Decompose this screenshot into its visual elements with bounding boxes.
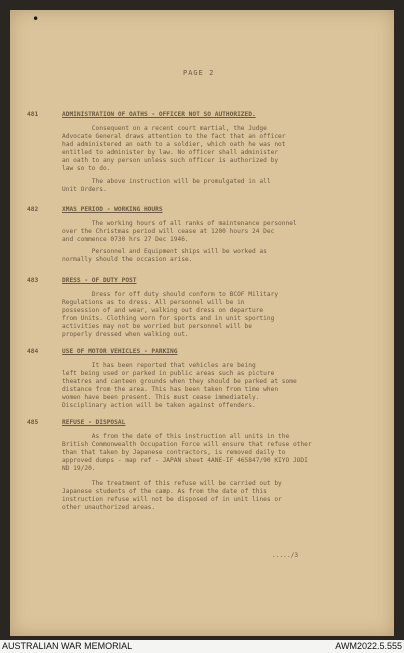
footer-credit: AUSTRALIAN WAR MEMORIAL [2,641,133,651]
section-paragraph: Personnel and Equipment ships will be worked as normally should the occasion arise. [62,248,267,263]
section-number: 484 [27,348,39,355]
section-paragraph: The treatment of this refuse will be carried out by Japanese students of the camp. As from the date of this instruction refuse will not be disposed of in unit lines or other unauthorized areas. [62,480,282,511]
section-paragraph: Dress for off duty should conform to BCOF Military Regulations as to dress. All personnel will be in possession of and wear, walking out dress on departure from Units. Clothing worn for sports and in unit sporting activities may not be worried but personnel will be properly dressed when walking out. [62,291,279,338]
section-number: 481 [27,111,39,118]
section-paragraph: As from the date of this instruction all units in the British Commonwealth Occupation Force will ensure that refuse other than that taken by Japanese contractors, is removed daily to approved dumps - map ref - JAPAN sheet 4ANE-IF 465847/90 KIYO JODI ND 19/20. [62,433,312,472]
continuation-mark: ...../3 [272,552,299,559]
section-heading: REFUSE - DISPOSAL [62,419,126,426]
section-number: 483 [27,277,39,284]
footer-accession-number: AWM2022.5.555 [335,641,402,651]
corner-mark: • [32,12,40,26]
page-header: PAGE 2 [183,69,215,77]
section-paragraph: The above instruction will be promulgated in all Unit Orders. [62,178,271,193]
section-heading: ADMINISTRATION OF OATHS - OFFICER NOT SO AUTHORIZED. [62,111,256,118]
section-heading: XMAS PERIOD - WORKING HOURS [62,206,163,213]
section-number: 485 [27,419,39,426]
section-number: 482 [27,206,39,213]
section-heading: DRESS - OF DUTY POST [62,277,137,284]
footer-bar [0,640,404,653]
section-heading: USE OF MOTOR VEHICLES - PARKING [62,348,178,355]
section-paragraph: It has been reported that vehicles are being left being used or parked in public areas such as picture theatres and canteen grounds when they should be parked at some distance from the area. This has been taken from time when women have been present. This must cease immediately. Disciplinary action will be taken against offenders. [62,362,297,409]
section-paragraph: Consequent on a recent court martial, the Judge Advocate General draws attention to the fact that an officer had administered an oath to a soldier, which oath he was not entitled to administer by law. No officer shall administer an oath to any person unless such officer is authorized by law so to do. [62,125,286,172]
section-paragraph: The working hours of all ranks of maintenance personnel over the Christmas period will cease at 1200 hours 24 Dec and commence 0730 hrs 27 Dec 1946. [62,220,297,243]
